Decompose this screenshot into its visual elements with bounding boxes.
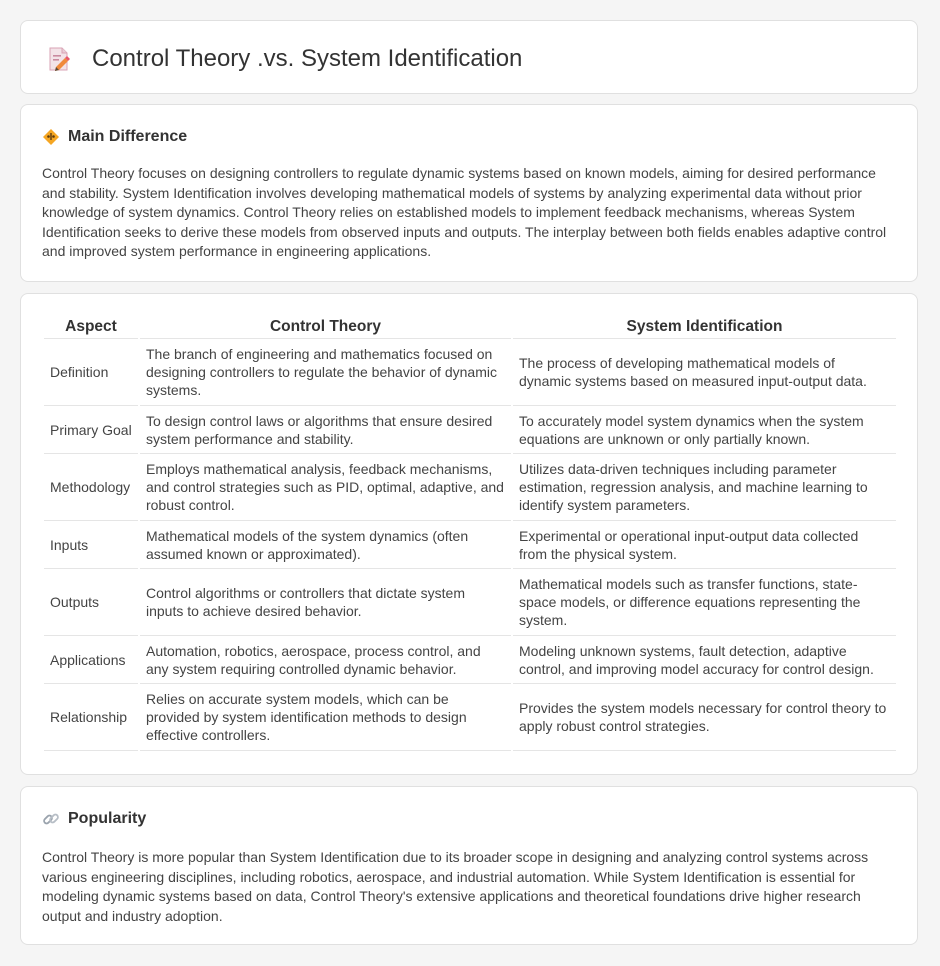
table-row <box>44 636 896 684</box>
aspect-cell: Relationship <box>44 684 138 751</box>
system-identification-cell: Experimental or operational input-output data collected from the physical system. <box>513 521 896 569</box>
table-row <box>44 339 896 406</box>
popularity-card <box>20 786 918 945</box>
popularity-heading: Popularity <box>68 810 147 827</box>
aspect-cell: Primary Goal <box>44 406 138 454</box>
table-row <box>44 521 896 569</box>
popularity-header <box>42 809 146 829</box>
main-difference-text: Control Theory focuses on designing controllers to regulate dynamic systems based on known models, aiming for desired performance and stability. System Identification involves developing mathematical models of systems by analyzing experimental data without prior knowledge of system dynamics. Control Theory relies on established models to implement feedback mechanisms, whereas System Identification seeks to derive these models from observed inputs and outputs. The interplay between both fields enables adaptive control and improved system performance in engineering applications. <box>42 165 887 259</box>
table-header-row <box>44 315 896 339</box>
system-identification-cell: Provides the system models necessary for control theory to apply robust control strategies. <box>513 684 896 751</box>
control-theory-cell: Automation, robotics, aerospace, process control, and any system requiring controlled dynamic behavior. <box>140 636 511 684</box>
column-header-aspect: Aspect <box>44 315 138 339</box>
main-difference-heading: Main Difference <box>68 128 188 145</box>
comparison-card <box>20 293 918 775</box>
table-row <box>44 569 896 636</box>
control-theory-cell: Employs mathematical analysis, feedback mechanisms, and control strategies such as PID, optimal, adaptive, and robust control. <box>140 454 511 521</box>
aspect-cell: Methodology <box>44 454 138 521</box>
column-header-system-identification: System Identification <box>513 315 896 339</box>
table-row <box>44 406 896 454</box>
system-identification-cell: Mathematical models such as transfer functions, state-space models, or difference equations representing the system. <box>513 569 896 636</box>
system-identification-cell: Utilizes data-driven techniques including parameter estimation, regression analysis, and machine learning to identify system parameters. <box>513 454 896 521</box>
page-title: Control Theory .vs. System Identification <box>92 45 523 72</box>
link-icon <box>42 810 60 828</box>
aspect-cell: Inputs <box>44 521 138 569</box>
control-theory-cell: Control algorithms or controllers that dictate system inputs to achieve desired behavior. <box>140 569 511 636</box>
title-card <box>20 20 918 94</box>
diamond-warning-icon <box>42 128 60 146</box>
aspect-cell: Applications <box>44 636 138 684</box>
aspect-cell: Outputs <box>44 569 138 636</box>
control-theory-cell: Relies on accurate system models, which can be provided by system identification methods to design effective controllers. <box>140 684 511 751</box>
popularity-text: Control Theory is more popular than System Identification due to its broader scope in designing and analyzing control systems across various engineering disciplines, including robotics, aerospace, and industrial automation. While System Identification is essential for modeling dynamic systems based on data, Control Theory's extensive applications and theoretical foundations drive higher research output and industry adoption. <box>42 849 869 924</box>
control-theory-cell: To design control laws or algorithms that ensure desired system performance and stability. <box>140 406 511 454</box>
column-header-control-theory: Control Theory <box>140 315 511 339</box>
system-identification-cell: To accurately model system dynamics when the system equations are unknown or only partially known. <box>513 406 896 454</box>
main-difference-card <box>20 104 918 282</box>
system-identification-cell: The process of developing mathematical models of dynamic systems based on measured input-output data. <box>513 339 896 406</box>
comparison-table <box>42 315 898 751</box>
document-pencil-icon <box>47 46 71 72</box>
aspect-cell: Definition <box>44 339 138 406</box>
control-theory-cell: The branch of engineering and mathematics focused on designing controllers to regulate the behavior of dynamic systems. <box>140 339 511 406</box>
table-row <box>44 684 896 751</box>
table-row <box>44 454 896 521</box>
system-identification-cell: Modeling unknown systems, fault detection, adaptive control, and improving model accuracy for control design. <box>513 636 896 684</box>
control-theory-cell: Mathematical models of the system dynamics (often assumed known or approximated). <box>140 521 511 569</box>
main-difference-header <box>42 127 187 147</box>
